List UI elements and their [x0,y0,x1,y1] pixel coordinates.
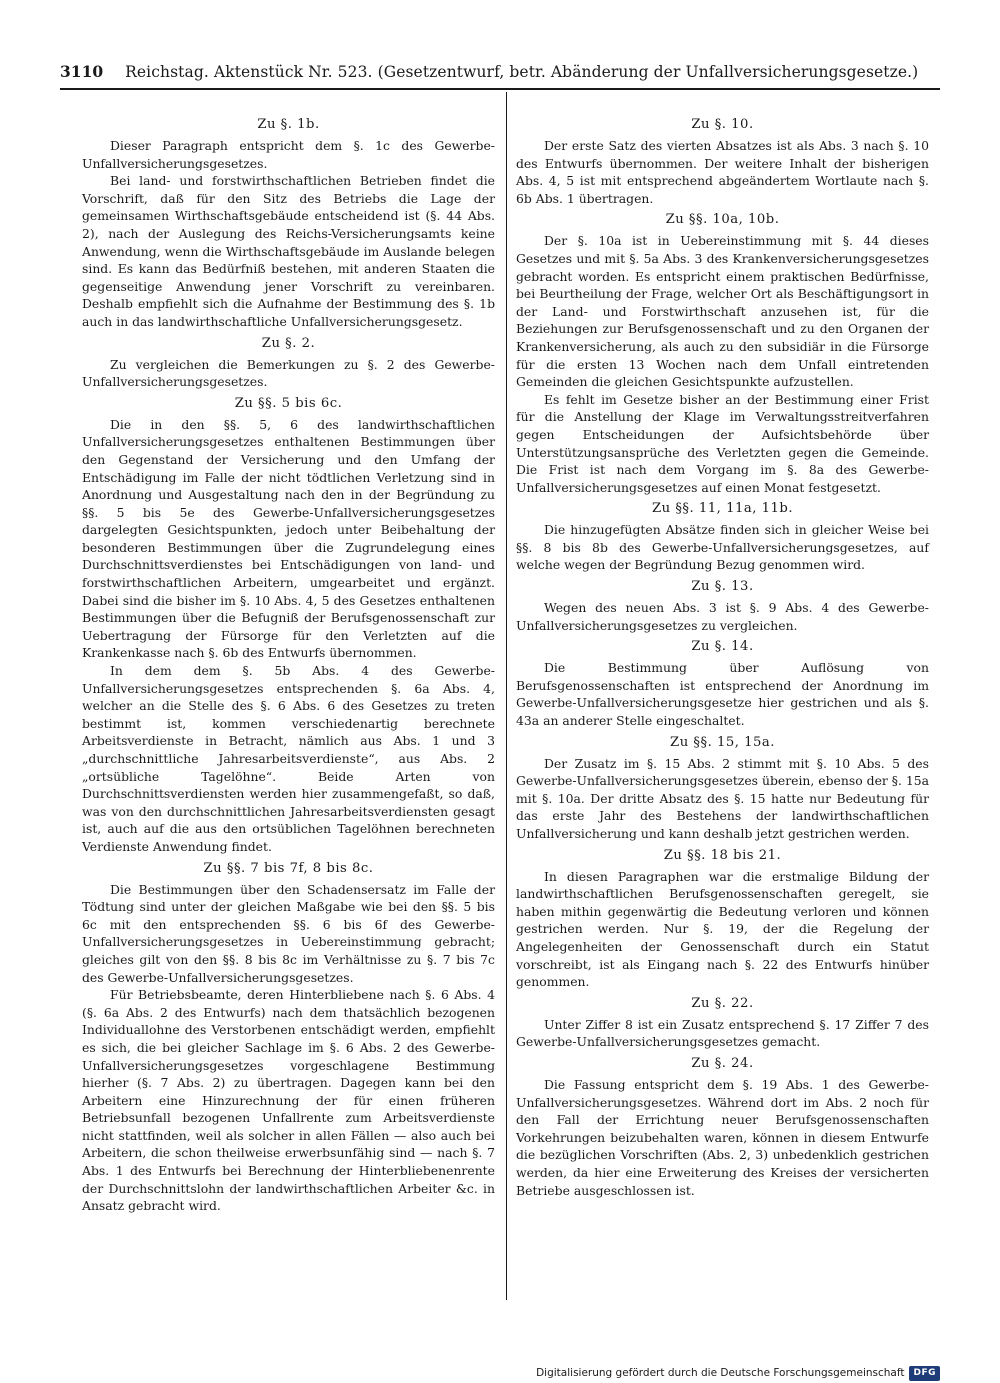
section [516,211,929,496]
column-divider [506,92,507,1300]
digitization-credit [536,1366,940,1381]
paragraph: Dieser Paragraph entspricht dem §. 1c des Gewerbe-Unfallversicherungsgesetzes. [82,138,495,171]
paragraph: Die hinzugefügten Absätze finden sich in gleicher Weise bei §§. 8 bis 8b des Gewerbe-Unfallversicherungsgesetzes, auf welche wegen der Begründung Bezug genommen wird. [516,522,929,573]
section [516,734,929,843]
section [516,847,929,991]
paragraph: Für Betriebsbeamte, deren Hinterbliebene nach §. 6 Abs. 4 (§. 6a Abs. 2 des Entwurfs) nach dem thatsächlich bezogenen Individuallohne des Verstorbenen entschädigt werden, empfiehlt es sich, die bei gleicher Sachlage im §. 6 Abs. 2 des Gewerbe-Unfallversicherungsgesetzes vorgeschlagene Bestimmung hierher (§. 7 Abs. 2) zu übertragen. Dagegen kann bei den Arbeitern eine Hinzurechnung der für einen früheren Betriebsunfall bezogenen Unfallrente zum Arbeitsverdienste nicht stattfinden, weil als solcher in allen Fällen — also auch bei Arbeitern, die schon theilweise erwerbsunfähig sind — nach §. 7 Abs. 1 des Entwurfs bei Berechnung der Hinterbliebenenrente der Durchschnittslohn der landwirthschaftlichen Arbeiter &c. in Ansatz gebracht wird. [82,987,495,1214]
right-column [516,112,929,1203]
paragraph: Wegen des neuen Abs. 3 ist §. 9 Abs. 4 des Gewerbe-Unfallversicherungsgesetzes zu vergleichen. [516,600,929,633]
section [82,335,495,391]
running-title: Reichstag. Aktenstück Nr. 523. (Gesetzentwurf, betr. Abänderung der Unfallversicherungsgesetze.) [125,63,919,81]
section [516,500,929,574]
section-heading: Zu §§. 7 bis 7f, 8 bis 8c. [203,860,374,876]
section-heading: Zu §§. 10a, 10b. [665,212,780,228]
section [516,578,929,634]
paragraph: Unter Ziffer 8 ist ein Zusatz entsprechend §. 17 Ziffer 7 des Gewerbe-Unfallversicherungsgesetzes gemacht. [516,1016,929,1050]
section-heading: Zu §. 22. [691,995,754,1011]
paragraph: Der erste Satz des vierten Absatzes ist als Abs. 3 nach §. 10 des Entwurfs übernommen. Der weitere Inhalt der bisherigen Abs. 4, 5 ist mit entsprechend abgeändertem Wortlaute nach §. 6b Abs. 1 übertragen. [516,138,929,206]
section-heading: Zu §. 10. [691,117,754,132]
page-number: 3110 [60,62,104,81]
left-column [82,112,495,1219]
dfg-logo: DFG [909,1366,940,1381]
page-header [60,62,940,82]
section [516,116,929,207]
section [82,395,495,856]
section [82,116,495,331]
header-rule [60,88,940,90]
section-heading: Zu §. 24. [691,1055,754,1071]
section [516,1055,929,1199]
section [516,638,929,729]
section [516,995,929,1051]
paragraph: Der Zusatz im §. 15 Abs. 2 stimmt mit §. 10 Abs. 5 des Gewerbe-Unfallversicherungsgesetzes überein, ebenso der §. 15a mit §. 10a. Der dritte Absatz des §. 15 hatte nur Bedeutung für das erste Jahr des Bestehens der landwirthschaftlichen Unfallversicherung und kann deshalb jetzt gestrichen werden. [516,755,929,841]
section-heading: Zu §§. 5 bis 6c. [234,395,343,411]
paragraph: Die in den §§. 5, 6 des landwirthschaftlichen Unfallversicherungsgesetzes enthaltenen Bestimmungen über den Gegenstand der Versicherung und den Umfang der Entschädigung im Falle der nicht tödtlichen Verletzung sind in Anordnung und Ausgestaltung nach den in der Begründung zu §§. 5 bis 5e des Gewerbe-Unfallversicherungsgesetzes dargelegten Gesichtspunkten, jedoch unter Beibehaltung der besonderen Bestimmungen über die Zugrundelegung eines Durchschnittsverdienstes bei Entschädigungen von land- und forstwirthschaftlichen Arbeitern, umgearbeitet und ergänzt. Dabei sind die bisher im §. 10 Abs. 4, 5 des Gesetzes enthaltenen Bestimmungen über die Befugniß der Berufsgenossenschaft zur Uebertragung der Fürsorge für den Verletzten auf die Krankenkasse nach §. 6b des Entwurfs übernommen. [82,416,495,661]
paragraph: Die Bestimmungen über den Schadensersatz im Falle der Tödtung sind unter der gleichen Maßgabe wie bei den §§. 5 bis 6c mit den entsprechenden §§. 6 bis 6f des Gewerbe-Unfallversicherungsgesetzes in Uebereinstimmung gebracht; gleiches gilt von den §§. 8 bis 8c im Verhältnisse zu §. 7 bis 7c des Gewerbe-Unfallversicherungsgesetzes. [82,881,495,985]
section-heading: Zu §. 13. [691,579,754,595]
section-heading: Zu §§. 11, 11a, 11b. [651,501,794,517]
paragraph: Bei land- und forstwirthschaftlichen Betrieben findet die Vorschrift, daß für den Sitz des Betriebs die Lage der gemeinsamen Wirthschaftsgebäude entscheidend ist (§. 44 Abs. 2), nach der Auslegung des Reichs-Versicherungsamts keine Anwendung, wenn die Wirthschaftsgebäude im Auslande belegen sind. Es kann das Bedürfniß bestehen, mit anderen Staaten die gegenseitige Anwendung jener Vorschrift zu vereinbaren. Deshalb empfiehlt sich die Aufnahme der Bestimmung des §. 1b auch in das landwirthschaftliche Unfallversicherungsgesetz. [82,173,495,329]
paragraph: Die Bestimmung über Auflösung von Berufsgenossenschaften ist entsprechend der Anordnung im Gewerbe-Unfallversicherungsgesetze hier gestrichen und als §. 43a an anderer Stelle eingeschaltet. [516,660,929,729]
credit-text: Digitalisierung gefördert durch die Deutsche Forschungsgemeinschaft [536,1367,905,1379]
section-heading: Zu §. 1b. [257,117,320,132]
section-heading: Zu §§. 18 bis 21. [663,847,782,863]
paragraph: Die Fassung entspricht dem §. 19 Abs. 1 des Gewerbe-Unfallversicherungsgesetzes. Während dort im Abs. 2 noch für den Fall der Errichtung neuer Berufsgenossenschaften Vorkehrungen beizubehalten waren, können in diesem Entwurfe die bezüglichen Vorschriften (Abs. 2, 3) unbedenklich gestrichen werden, da hier eine Erweiterung des Kreises der versicherten Betriebe ausgeschlossen ist. [516,1076,929,1198]
section [82,860,495,1215]
paragraph: In dem dem §. 5b Abs. 4 des Gewerbe-Unfallversicherungsgesetzes entsprechenden §. 6a Abs. 4, welcher an die Stelle des §. 6 Abs. 6 des Gesetzes zu treten bestimmt ist, kommen verschiedenartig berechnete Arbeitsverdienste in Betracht, nämlich aus Abs. 1 und 3 „durchschnittliche Jahresarbeitsverdienste“, aus Abs. 2 „ortsübliche Tagelöhne“. Beide Arten von Durchschnittsverdiensten werden hier zusammengefaßt, so daß, was von den durchschnittlichen Jahresarbeitsverdiensten gesagt ist, auch auf die aus den ortsüblichen Tagelöhnen berechneten Verdienste Anwendung findet. [82,663,495,854]
section-heading: Zu §. 2. [261,335,316,351]
paragraph: In diesen Paragraphen war die erstmalige Bildung der landwirthschaftlichen Berufsgenossenschaften geregelt, sie haben mithin gegenwärtig die Bedeutung verloren und können gestrichen werden. Nur §. 19, der die Regelung der Angelegenheiten der Genossenschaft durch ein Statut vorschreibt, ist als Eingang nach §. 22 des Entwurfs hinüber genommen. [516,868,929,990]
section-heading: Zu §§. 15, 15a. [670,734,775,750]
paragraph: Es fehlt im Gesetze bisher an der Bestimmung einer Frist für die Anstellung der Klage im Verwaltungsstreitverfahren gegen Entscheidungen der Aufsichtsbehörde über Unterstützungsansprüche des Verletzten gegen die Gemeinde. Die Frist ist nach dem Vorgang im §. 8a des Gewerbe-Unfallversicherungsgesetzes auf einen Monat festgesetzt. [516,391,929,495]
paragraph: Der §. 10a ist in Uebereinstimmung mit §. 44 dieses Gesetzes und mit §. 5a Abs. 3 des Krankenversicherungsgesetzes gebracht worden. Es entspricht einem praktischen Bedürfnisse, bei Beurtheilung der Frage, welcher Ort als Beschäftigungsort in der Land- und Forstwirthschaft anzusehen ist, für die Beziehungen zur Berufsgenossenschaft und zu den Organen der Krankenversicherung, als auch zu den subsidiär in die Fürsorge für die ersten 13 Wochen nach dem Unfall eintretenden Gemeinden die gleichen Gesichtspunkte aufzustellen. [516,233,929,390]
paragraph: Zu vergleichen die Bemerkungen zu §. 2 des Gewerbe-Unfallversicherungsgesetzes. [82,356,495,390]
section-heading: Zu §. 14. [691,639,754,655]
